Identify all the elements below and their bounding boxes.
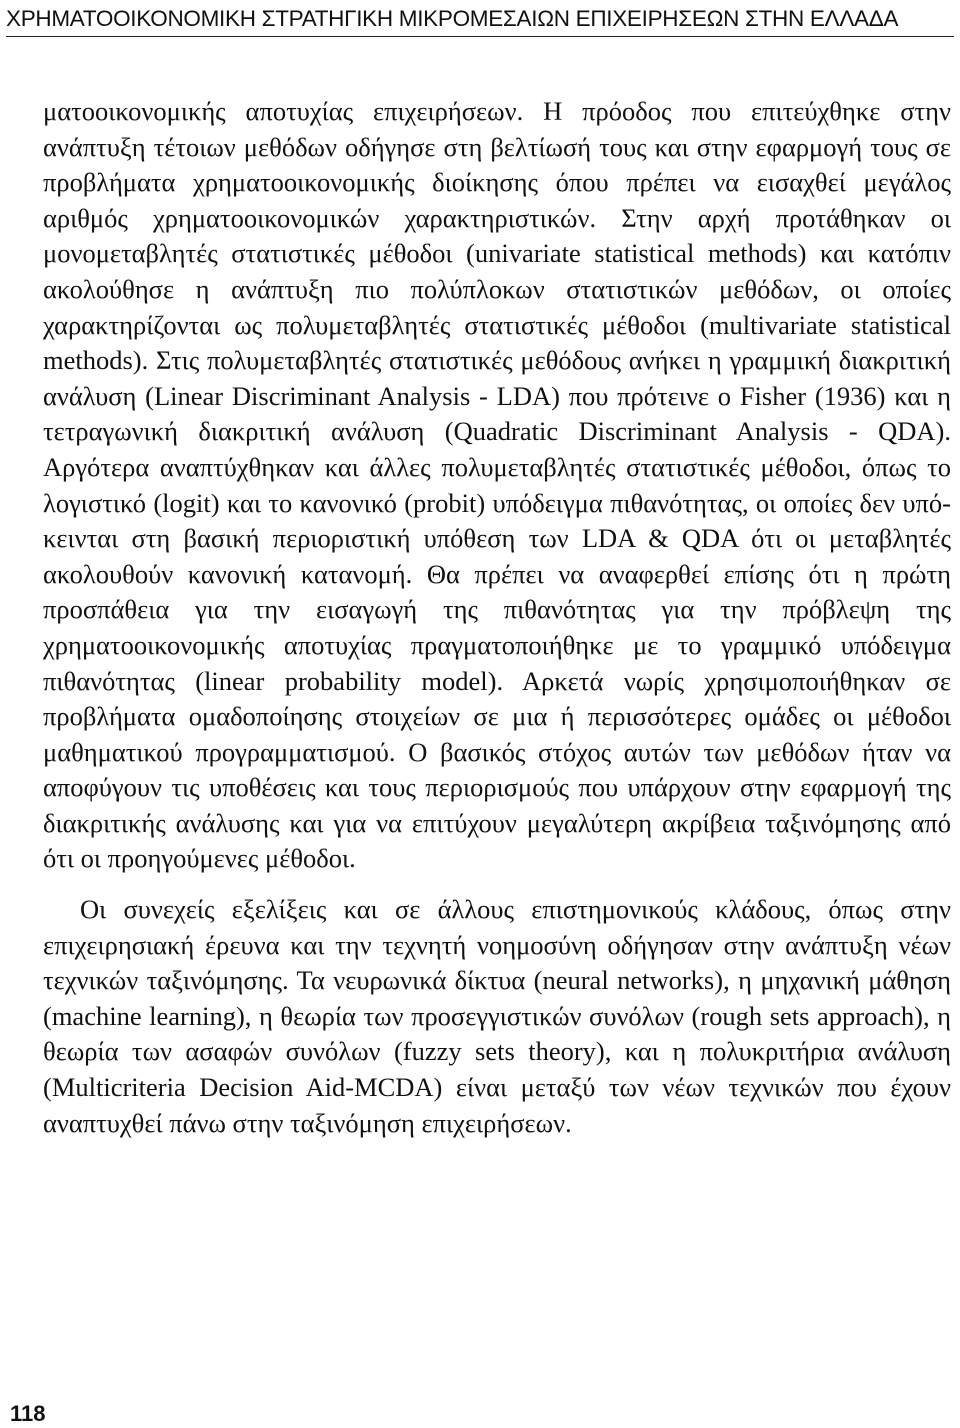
paragraph-2: Οι συνεχείς εξελίξεις και σε άλλους επιστημονικούς κλάδους, όπως στην επιχειρησιακή έρευνα και την τεχνητή νοημοσύνη οδήγησαν στην ανάπτυξη νέων τεχνικών ταξινόμησης. Τα νευρωνικά δίκτυα (neural networks), η μηχανική μάθηση (machine learning), η θεωρία των προσεγγιστικών συνόλων (rough sets approach), η θεωρία των ασαφών συνόλων (fuzzy sets theory), και η πολυκριτήρια ανάλυση (Multicriteria Decision Aid-MCDA) είναι μεταξύ των νέων τεχνικών που έχουν αναπτυχθεί πάνω στην ταξινόμηση επιχειρήσεων.: [43, 894, 951, 1138]
running-header: ΧΡΗΜΑΤΟΟΙΚΟΝΟΜΙΚΗ ΣΤΡΑΤΗΓΙΚΗ ΜΙΚΡΟΜΕΣΑΙΩΝ ΕΠΙΧΕΙΡΗΣΕΩΝ ΣΤΗΝ ΕΛΛΑΔΑ: [6, 4, 954, 37]
paragraph-1: ματοοικονομικής αποτυχίας επιχειρήσεων. Η πρόοδος που επιτεύχθηκε στην ανάπτυξη τέτοιων μεθόδων οδήγησε στη βελτίωσή τους και στην εφαρμογή τους σε προβλήματα χρηματοοικονομικής διοίκησης όπου πρέπει να εισαχθεί μεγάλος αριθμός χρηματοοικονομικών χαρακτηριστικών. Στην αρχή προτάθηκαν οι μονομεταβλητές στατιστικές μέθοδοι (univariate statistical methods) και κατόπιν ακολούθησε η ανάπτυξη πιο πολύπλοκων στατιστικών μεθόδων, οι οποίες χαρακτηρίζονται ως πολυμεταβλητές στατιστικές μέθοδοι (multivariate statistical methods). Στις πολυμεταβλητές στατιστικές μεθόδους ανήκει η γραμμική διακριτική ανάλυση (Linear Discriminant Analysis - LDA) που πρότεινε ο Fisher (1936) και η τετραγωνική διακριτική ανάλυση (Quadratic Discriminant Analysis - QDA). Αργότερα αναπτύχθηκαν και άλλες πολυμεταβλητές στατιστικές μέθοδοι, όπως το λογιστικό (logit) και το κανονικό (probit) υπόδειγμα πιθανότητας, οι οποίες δεν υπόκεινται στη βασική περιοριστική υπόθεση των LDA & QDA ότι οι μεταβλητές ακολουθούν κανονική κατανομή. Θα πρέπει να αναφερθεί επίσης ότι η πρώτη προσπάθεια για την εισαγωγή της πιθανότητας για την πρόβλεψη της χρηματοοικονομικής αποτυχίας πραγματοποιήθηκε με το γραμμικό υπόδειγμα πιθανότητας (linear probability model). Αρκετά νωρίς χρησιμοποιήθηκαν σε προβλήματα ομαδοποίησης στοιχείων σε μια ή περισσότερες ομάδες οι μέθοδοι μαθηματικού προγραμματισμού. Ο βασικός στόχος αυτών των μεθόδων ήταν να αποφύγουν τις υποθέσεις και τους περιορισμούς που υπάρχουν στην εφαρμογή της διακριτικής ανάλυσης και για να επιτύχουν μεγαλύτερη ακρίβεια ταξινόμησης από ότι οι προηγούμενες μέθοδοι.: [43, 96, 951, 874]
page-number: 118: [10, 1401, 46, 1426]
body-text: [43, 94, 951, 1141]
